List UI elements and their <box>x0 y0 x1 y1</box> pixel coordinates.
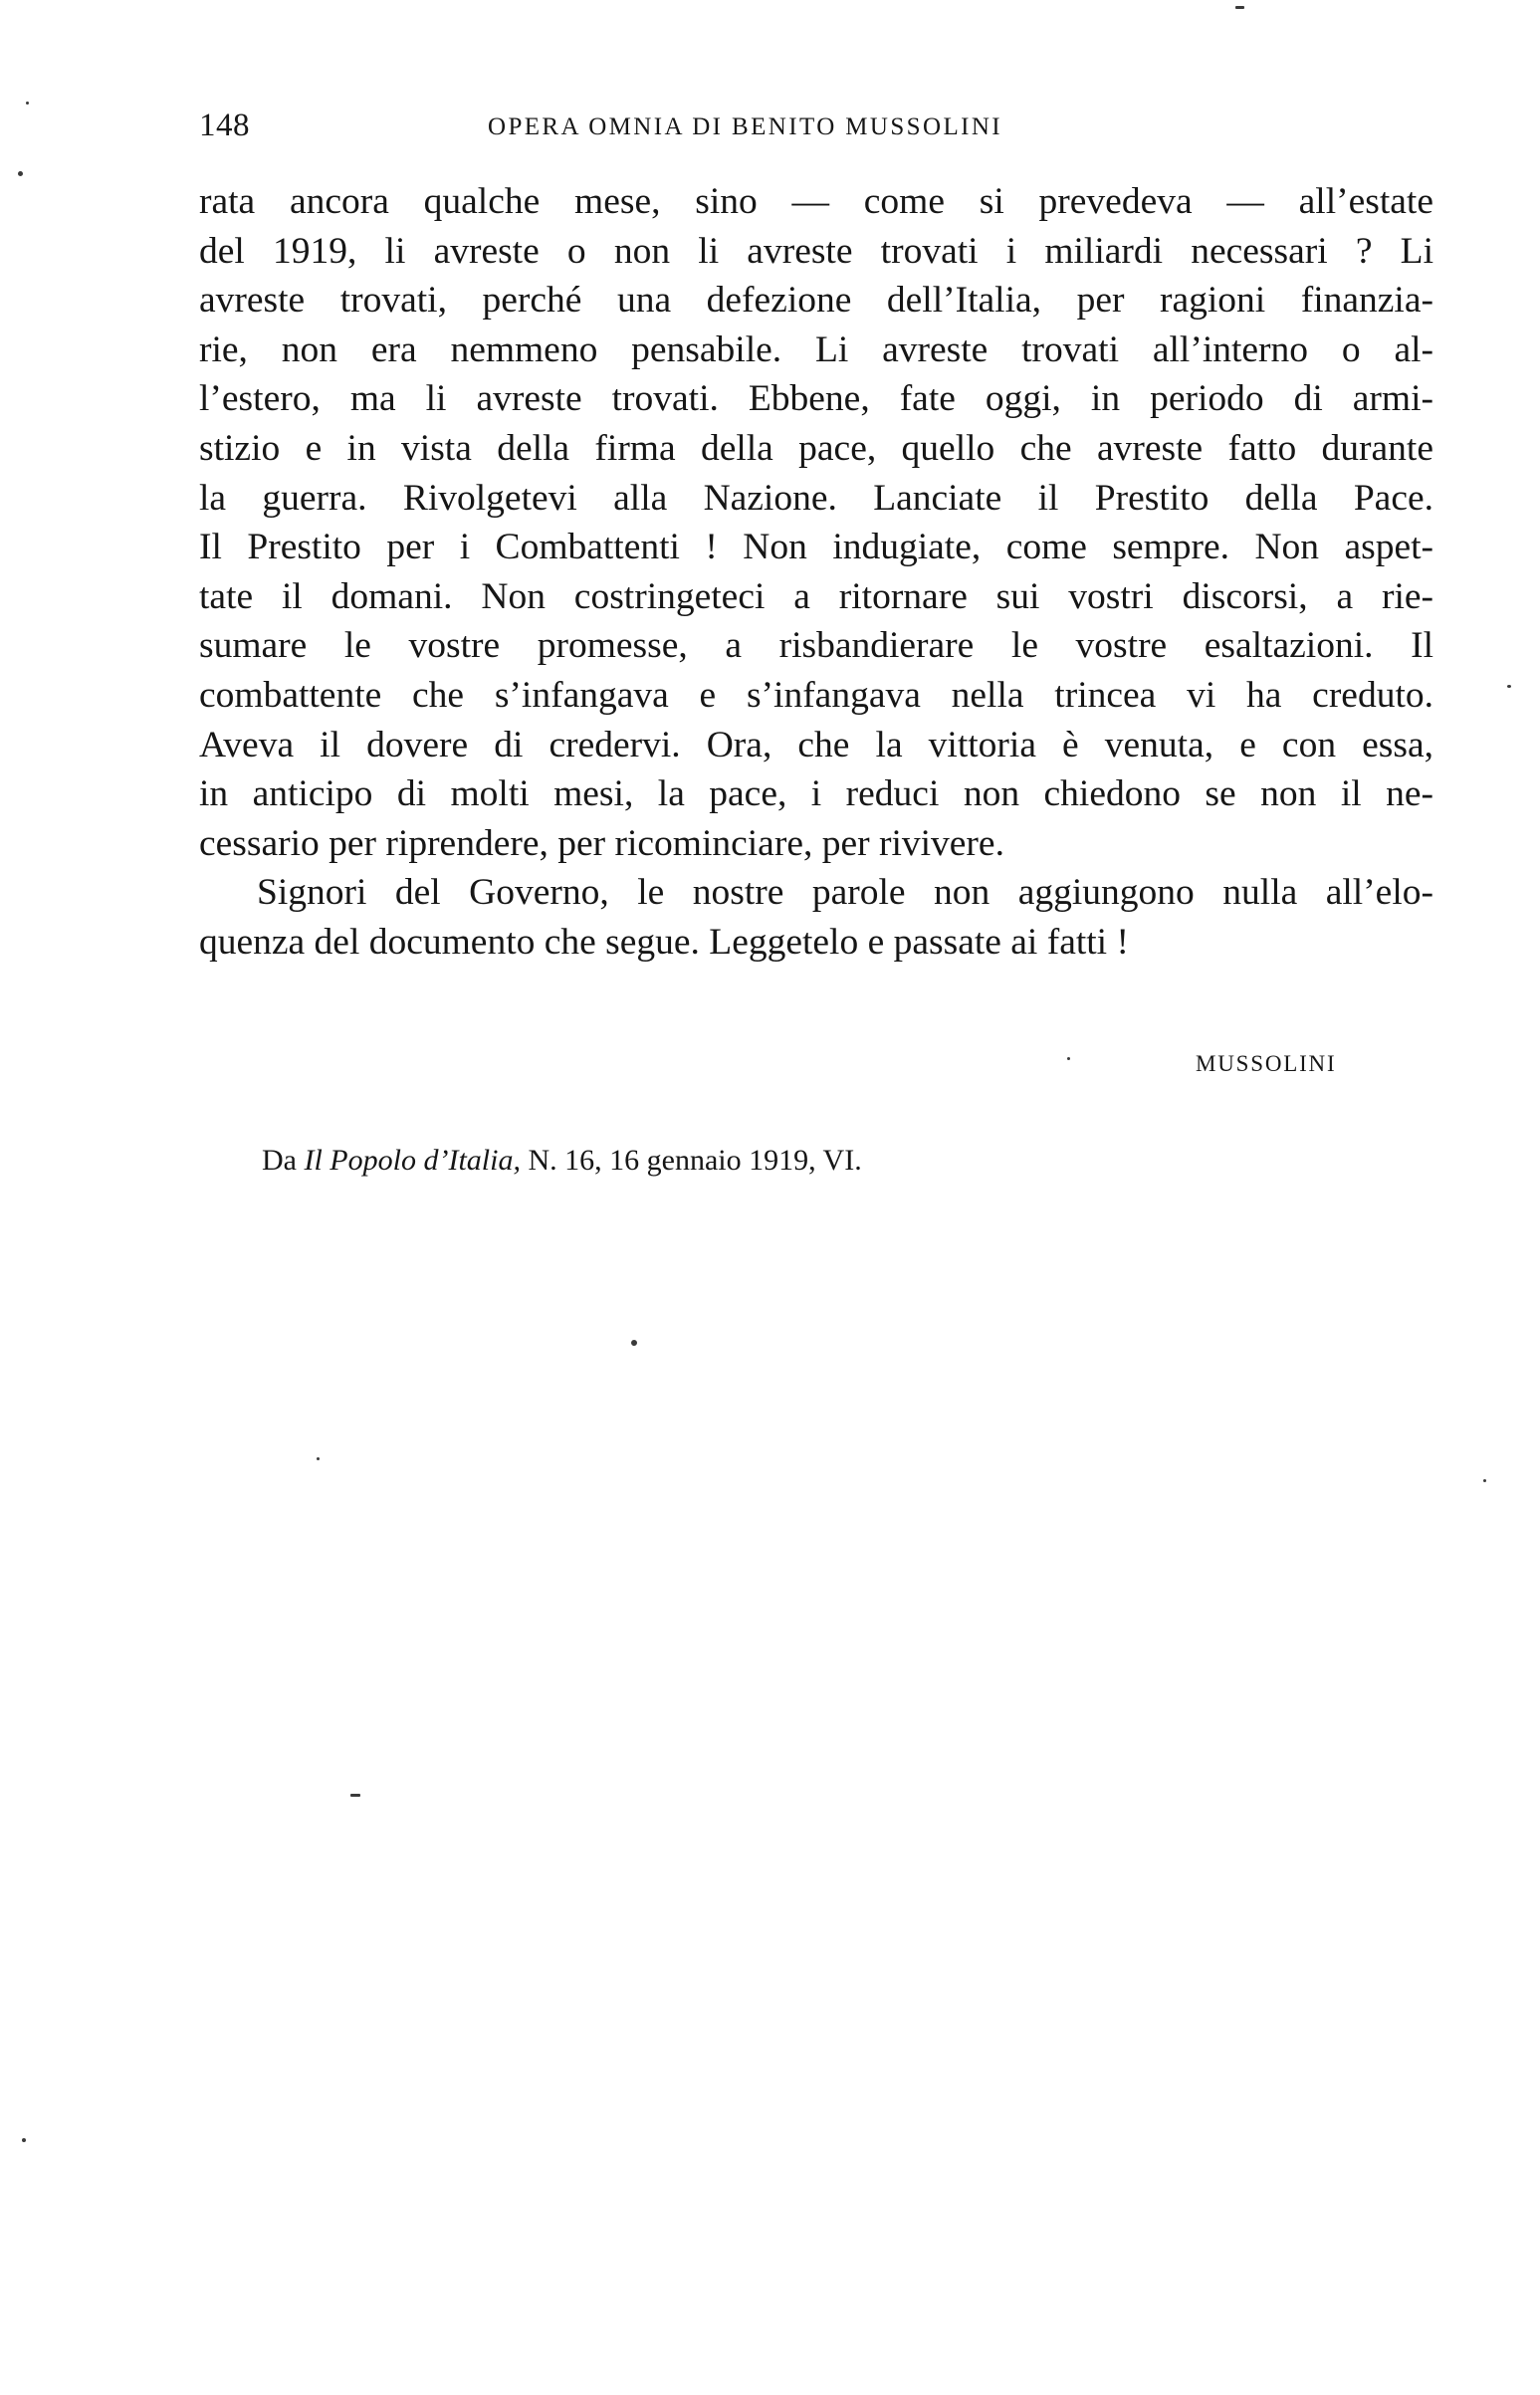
text-line: la guerra. Rivolgetevi alla Nazione. Lanciate il Prestito della Pace. <box>199 477 1433 519</box>
text-line: Aveva il dovere di credervi. Ora, che la vittoria è venuta, e con essa, <box>199 724 1433 765</box>
running-header <box>199 108 1433 157</box>
publication-title: Il Popolo d’Italia, <box>304 1144 521 1177</box>
text-line: in anticipo di molti mesi, la pace, i reduci non chiedono se non il ne- <box>199 773 1433 815</box>
text-line: stizio e in vista della firma della pace, quello che avreste fatto durante <box>199 427 1433 469</box>
body-text <box>199 177 1433 968</box>
author-signature: MUSSOLINI <box>1196 1051 1337 1076</box>
text-line: tate il domani. Non costringeteci a ritornare sui vostri discorsi, a rie- <box>199 575 1433 617</box>
text-line: Il Prestito per i Combattenti ! Non indugiate, come sempre. Non aspet- <box>199 527 1433 568</box>
scan-speck <box>350 1794 360 1797</box>
source-citation <box>262 1144 862 1178</box>
scan-speck <box>317 1457 320 1460</box>
scan-speck <box>631 1340 637 1346</box>
text-line: l’estero, ma li avreste trovati. Ebbene, fate oggi, in periodo di armi- <box>199 378 1433 420</box>
scan-speck <box>26 102 29 105</box>
scan-speck <box>1235 6 1244 9</box>
text-line: combattente che s’infangava e s’infangava nella trincea vi ha creduto. <box>199 674 1433 716</box>
running-title: OPERA OMNIA DI BENITO MUSSOLINI <box>488 113 1003 140</box>
scan-speck <box>1483 1479 1486 1482</box>
text-line: quenza del documento che segue. Leggetelo e passate ai fatti ! <box>199 921 1129 963</box>
scan-speck <box>18 171 23 176</box>
page-number: 148 <box>199 108 250 143</box>
scan-speck <box>1507 685 1511 688</box>
text-line: sumare le vostre promesse, a risbandierare le vostre esaltazioni. Il <box>199 625 1433 667</box>
text-line: del 1919, li avreste o non li avreste trovati i miliardi necessari ? Li <box>199 230 1433 272</box>
scan-speck <box>1067 1057 1070 1060</box>
source-prefix: Da <box>262 1144 305 1177</box>
text-line: rata ancora qualche mese, sino — come si prevedeva — all’estate <box>199 181 1433 222</box>
text-line: avreste trovati, perché una defezione dell’Italia, per ragioni finanzia- <box>199 280 1433 322</box>
text-line: rie, non era nemmeno pensabile. Li avreste trovati all’interno o al- <box>199 328 1433 370</box>
text-line: cessario per riprendere, per ricominciare, per rivivere. <box>199 822 1004 864</box>
source-details: N. 16, 16 gennaio 1919, VI. <box>520 1144 862 1177</box>
scan-speck <box>22 2138 26 2142</box>
paragraph-first-line: Signori del Governo, le nostre parole non aggiungono nulla all’elo- <box>257 872 1433 914</box>
